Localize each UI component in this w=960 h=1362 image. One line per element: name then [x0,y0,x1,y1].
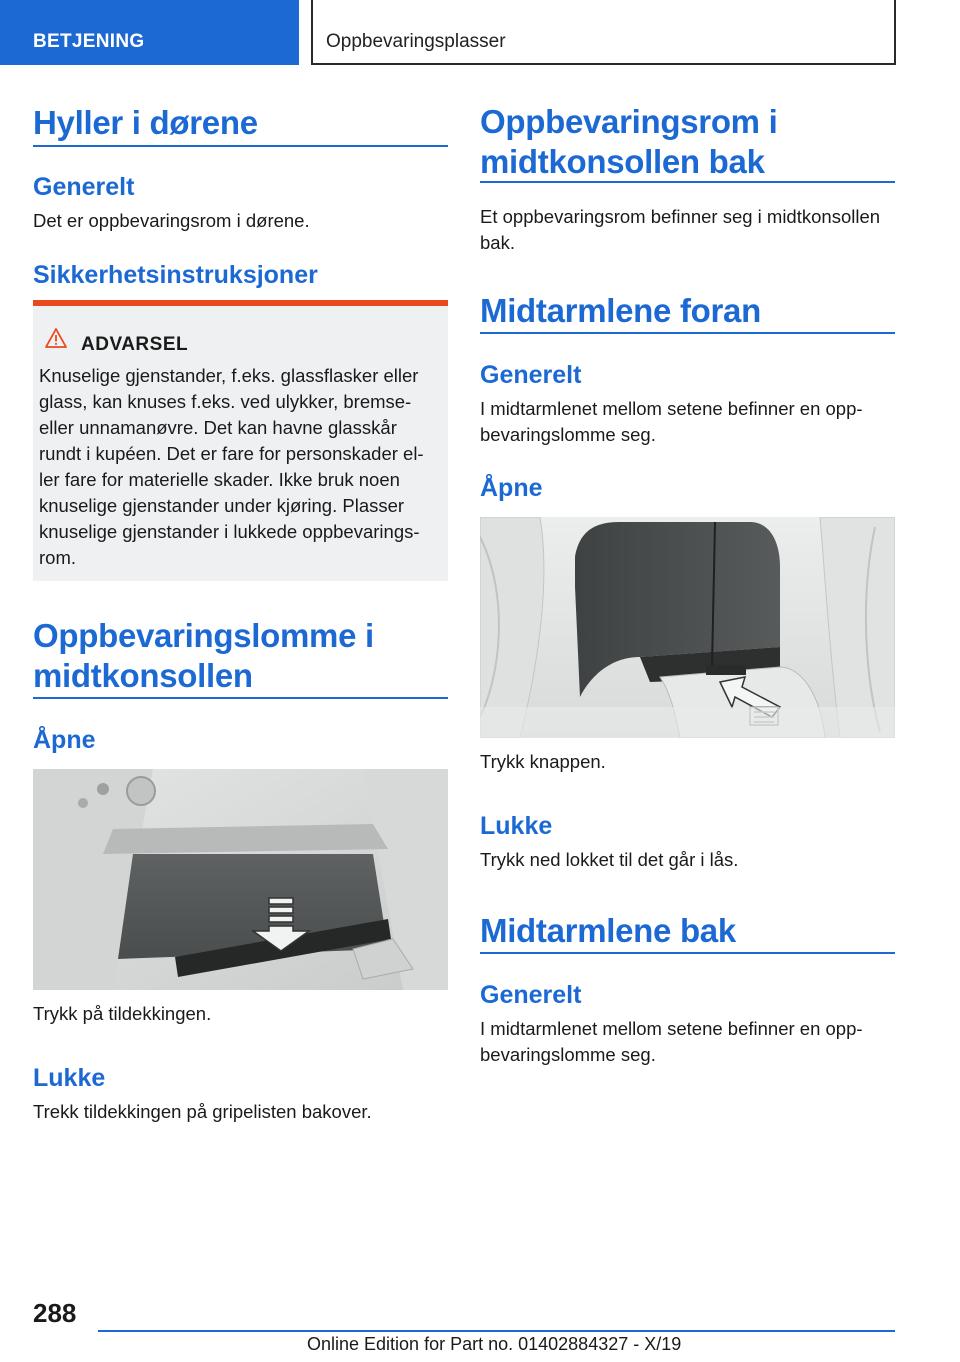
text-line: bevaringslomme seg. [480,1044,656,1065]
page-number: 288 [33,1298,77,1328]
heading-rule [33,697,448,699]
close-text: Trekk tildekkingen på gripelisten bakover. [33,1101,372,1122]
subheading-safety: Sikkerhetsinstruksjoner [33,261,318,289]
warning-text [39,363,439,571]
warning-line: Knuselige gjenstander, f.eks. glassflasker eller [39,365,419,386]
subheading-close: Lukke [33,1064,106,1092]
subheading-open: Åpne [480,474,543,502]
chapter-title: Oppbevaringsplasser [326,31,506,52]
heading-line: midtkonsollen [33,657,253,694]
subheading-general: Generelt [480,981,582,1009]
text-line: I midtarmlenet mellom setene befinner en opp- [480,1018,863,1039]
subheading-open: Åpne [33,726,96,754]
warning-line: knuselige gjenstander under kjøring. Plasser [39,495,405,516]
heading-rule [480,332,895,334]
heading-rear-storage [480,102,895,182]
front-close-text: Trykk ned lokket til det går i lås. [480,849,739,870]
text-line: bak. [480,232,515,253]
doors-general-text: Det er oppbevaringsrom i dørene. [33,210,310,231]
warning-line: glass, kan knuses f.eks. ved ulykker, bremse- [39,391,412,412]
warning-line: ler fare for materielle skader. Ikke bruk noen [39,469,400,490]
warning-box [33,300,448,581]
subheading-close: Lukke [480,812,553,840]
text-line: Et oppbevaringsrom befinner seg i midtkonsollen [480,206,881,227]
subheading-general: Generelt [33,173,135,201]
footer-rule [98,1330,895,1332]
heading-front-armrest: Midtarmlene foran [480,292,761,329]
warning-line: eller unnamanøvre. Det kan havne glasskår [39,417,397,438]
rear-storage-text [480,204,895,256]
heading-line: midtkonsollen bak [480,143,765,180]
heading-rule [480,181,895,183]
heading-line: Oppbevaringslomme i [33,617,374,654]
section-title: BETJENING [33,31,145,52]
subheading-general: Generelt [480,361,582,389]
warning-title: ADVARSEL [81,334,189,355]
heading-console-pocket [33,616,448,696]
section-tab [0,0,299,65]
heading-door-shelves: Hyller i dørene [33,104,258,141]
heading-rear-armrest: Midtarmlene bak [480,912,736,949]
warning-triangle-icon [45,328,67,348]
rear-general-text [480,1016,895,1068]
open-caption: Trykk på tildekkingen. [33,1003,212,1024]
warning-line: rom. [39,547,76,568]
armrest-illustration [480,517,895,738]
text-line: bevaringslomme seg. [480,424,656,445]
front-open-caption: Trykk knappen. [480,751,606,772]
front-general-text [480,396,895,448]
edition-text: Online Edition for Part no. 01402884327 - X/19 [307,1334,682,1354]
console-cover-illustration [33,769,448,990]
warning-line: knuselige gjenstander i lukkede oppbevarings- [39,521,420,542]
warning-line: rundt i kupéen. Det er fare for personskader el- [39,443,424,464]
chapter-tab [311,0,896,65]
heading-rule [33,145,448,147]
heading-rule [480,952,895,954]
heading-line: Oppbevaringsrom i [480,103,778,140]
text-line: I midtarmlenet mellom setene befinner en opp- [480,398,863,419]
